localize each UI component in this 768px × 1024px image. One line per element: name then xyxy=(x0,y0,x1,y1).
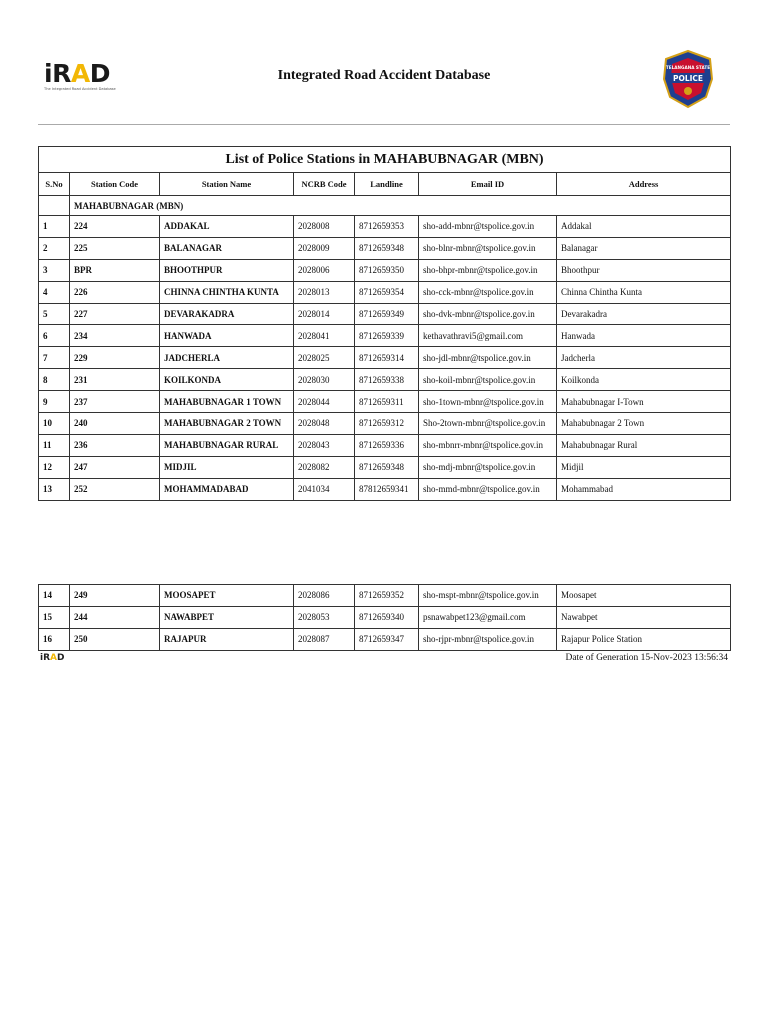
cell-station-name: ADDAKAL xyxy=(160,216,294,238)
table-row xyxy=(39,369,731,391)
cell-sno: 4 xyxy=(39,281,70,303)
cell-station-code: 231 xyxy=(70,369,160,391)
table-row xyxy=(39,413,731,435)
emblem-text-top: TELANGANA STATE xyxy=(665,65,711,70)
cell-ncrb-code: 2028048 xyxy=(294,413,355,435)
cell-email: sho-mdj-mbnr@tspolice.gov.in xyxy=(419,456,557,478)
cell-sno: 16 xyxy=(39,628,70,650)
cell-station-code: 244 xyxy=(70,606,160,628)
cell-ncrb-code: 2028082 xyxy=(294,456,355,478)
cell-email: sho-cck-mbnr@tspolice.gov.in xyxy=(419,281,557,303)
cell-landline: 87812659341 xyxy=(355,478,419,500)
cell-station-name: MAHABUBNAGAR 1 TOWN xyxy=(160,391,294,413)
header-divider xyxy=(38,124,730,125)
column-header-email: Email ID xyxy=(419,173,557,196)
cell-station-code: 225 xyxy=(70,237,160,259)
cell-station-name: BALANAGAR xyxy=(160,237,294,259)
cell-address: Devarakadra xyxy=(557,303,731,325)
cell-email: sho-1town-mbnr@tspolice.gov.in xyxy=(419,391,557,413)
cell-sno: 11 xyxy=(39,434,70,456)
cell-sno: 1 xyxy=(39,216,70,238)
cell-address: Koilkonda xyxy=(557,369,731,391)
column-header-ncrb-code: NCRB Code xyxy=(294,173,355,196)
table-title: List of Police Stations in MAHABUBNAGAR (MBN) xyxy=(39,147,731,173)
cell-ncrb-code: 2028030 xyxy=(294,369,355,391)
table-row xyxy=(39,606,731,628)
cell-email: sho-mspt-mbnr@tspolice.gov.in xyxy=(419,585,557,607)
cell-station-code: 237 xyxy=(70,391,160,413)
district-group-row xyxy=(39,196,731,216)
telangana-police-emblem-icon xyxy=(660,49,716,109)
cell-ncrb-code: 2028008 xyxy=(294,216,355,238)
cell-station-name: MAHABUBNAGAR 2 TOWN xyxy=(160,413,294,435)
table-row xyxy=(39,434,731,456)
page-title: Integrated Road Accident Database xyxy=(277,68,491,83)
cell-station-name: NAWABPET xyxy=(160,606,294,628)
table-row xyxy=(39,478,731,500)
cell-address: Rajapur Police Station xyxy=(557,628,731,650)
cell-station-code: 229 xyxy=(70,347,160,369)
cell-ncrb-code: 2028043 xyxy=(294,434,355,456)
column-header-station-code: Station Code xyxy=(70,173,160,196)
column-header-sno: S.No xyxy=(39,173,70,196)
cell-address: Mahabubnagar I-Town xyxy=(557,391,731,413)
cell-station-code: 249 xyxy=(70,585,160,607)
cell-sno: 2 xyxy=(39,237,70,259)
cell-station-name: MIDJIL xyxy=(160,456,294,478)
cell-station-name: RAJAPUR xyxy=(160,628,294,650)
cell-address: Hanwada xyxy=(557,325,731,347)
column-header-station-name: Station Name xyxy=(160,173,294,196)
cell-address: Balanagar xyxy=(557,237,731,259)
cell-sno: 10 xyxy=(39,413,70,435)
cell-sno: 12 xyxy=(39,456,70,478)
cell-station-name: JADCHERLA xyxy=(160,347,294,369)
cell-landline: 8712659350 xyxy=(355,259,419,281)
cell-email: sho-dvk-mbnr@tspolice.gov.in xyxy=(419,303,557,325)
cell-ncrb-code: 2028087 xyxy=(294,628,355,650)
cell-station-name: BHOOTHPUR xyxy=(160,259,294,281)
cell-landline: 8712659347 xyxy=(355,628,419,650)
cell-landline: 8712659312 xyxy=(355,413,419,435)
cell-station-code: 236 xyxy=(70,434,160,456)
cell-address: Moosapet xyxy=(557,585,731,607)
generation-date: Date of Generation 15-Nov-2023 13:56:34 xyxy=(565,653,728,663)
cell-landline: 8712659354 xyxy=(355,281,419,303)
cell-sno: 5 xyxy=(39,303,70,325)
cell-ncrb-code: 2028013 xyxy=(294,281,355,303)
column-header-landline: Landline xyxy=(355,173,419,196)
table-row xyxy=(39,628,731,650)
cell-sno: 13 xyxy=(39,478,70,500)
police-stations-table-continued xyxy=(38,584,731,651)
cell-station-name: MOOSAPET xyxy=(160,585,294,607)
cell-address: Addakal xyxy=(557,216,731,238)
cell-landline: 8712659311 xyxy=(355,391,419,413)
police-stations-table xyxy=(38,146,731,501)
cell-ncrb-code: 2041034 xyxy=(294,478,355,500)
cell-address: Bhoothpur xyxy=(557,259,731,281)
cell-email: sho-jdl-mbnr@tspolice.gov.in xyxy=(419,347,557,369)
cell-station-code: BPR xyxy=(70,259,160,281)
table-row xyxy=(39,237,731,259)
cell-address: Mohammabad xyxy=(557,478,731,500)
cell-station-name: MAHABUBNAGAR RURAL xyxy=(160,434,294,456)
table-row xyxy=(39,347,731,369)
cell-email: psnawabpet123@gmail.com xyxy=(419,606,557,628)
cell-email: sho-blnr-mbnr@tspolice.gov.in xyxy=(419,237,557,259)
cell-email: Sho-2town-mbnr@tspolice.gov.in xyxy=(419,413,557,435)
cell-landline: 8712659348 xyxy=(355,456,419,478)
table-row xyxy=(39,259,731,281)
table-row xyxy=(39,585,731,607)
cell-address: Chinna Chintha Kunta xyxy=(557,281,731,303)
cell-address: Mahabubnagar 2 Town xyxy=(557,413,731,435)
table-row xyxy=(39,391,731,413)
cell-email: sho-koil-mbnr@tspolice.gov.in xyxy=(419,369,557,391)
cell-address: Jadcherla xyxy=(557,347,731,369)
cell-ncrb-code: 2028009 xyxy=(294,237,355,259)
cell-email: sho-bhpr-mbnr@tspolice.gov.in xyxy=(419,259,557,281)
cell-ncrb-code: 2028025 xyxy=(294,347,355,369)
cell-ncrb-code: 2028006 xyxy=(294,259,355,281)
cell-email: sho-rjpr-mbnr@tspolice.gov.in xyxy=(419,628,557,650)
cell-station-name: HANWADA xyxy=(160,325,294,347)
cell-landline: 8712659336 xyxy=(355,434,419,456)
cell-station-code: 226 xyxy=(70,281,160,303)
cell-ncrb-code: 2028041 xyxy=(294,325,355,347)
cell-landline: 8712659339 xyxy=(355,325,419,347)
cell-landline: 8712659348 xyxy=(355,237,419,259)
table-row xyxy=(39,325,731,347)
cell-sno: 3 xyxy=(39,259,70,281)
cell-email: sho-mbnrr-mbnr@tspolice.gov.in xyxy=(419,434,557,456)
table-row xyxy=(39,303,731,325)
table-row xyxy=(39,456,731,478)
district-group-label: MAHABUBNAGAR (MBN) xyxy=(70,196,731,216)
cell-station-code: 234 xyxy=(70,325,160,347)
cell-address: Midjil xyxy=(557,456,731,478)
table-header-row xyxy=(39,173,731,196)
cell-station-name: MOHAMMADABAD xyxy=(160,478,294,500)
cell-landline: 8712659338 xyxy=(355,369,419,391)
cell-station-code: 250 xyxy=(70,628,160,650)
table-title-row xyxy=(39,147,731,173)
cell-landline: 8712659314 xyxy=(355,347,419,369)
cell-station-name: KOILKONDA xyxy=(160,369,294,391)
cell-landline: 8712659349 xyxy=(355,303,419,325)
cell-sno: 15 xyxy=(39,606,70,628)
footer-irad-logo: iRAD xyxy=(40,653,65,663)
cell-ncrb-code: 2028053 xyxy=(294,606,355,628)
cell-email: sho-mmd-mbnr@tspolice.gov.in xyxy=(419,478,557,500)
table-row xyxy=(39,216,731,238)
cell-ncrb-code: 2028044 xyxy=(294,391,355,413)
cell-landline: 8712659353 xyxy=(355,216,419,238)
irad-logo-text: iRAD xyxy=(44,59,110,88)
cell-landline: 8712659352 xyxy=(355,585,419,607)
cell-station-name: DEVARAKADRA xyxy=(160,303,294,325)
cell-sno: 14 xyxy=(39,585,70,607)
cell-address: Mahabubnagar Rural xyxy=(557,434,731,456)
cell-ncrb-code: 2028086 xyxy=(294,585,355,607)
irad-logo-tagline: The Integrated Road Accident Database xyxy=(44,87,116,91)
cell-sno: 6 xyxy=(39,325,70,347)
cell-station-code: 240 xyxy=(70,413,160,435)
cell-landline: 8712659340 xyxy=(355,606,419,628)
cell-ncrb-code: 2028014 xyxy=(294,303,355,325)
table-row xyxy=(39,281,731,303)
cell-station-code: 247 xyxy=(70,456,160,478)
cell-station-code: 227 xyxy=(70,303,160,325)
cell-station-name: CHINNA CHINTHA KUNTA xyxy=(160,281,294,303)
cell-sno: 7 xyxy=(39,347,70,369)
emblem-text-main: POLICE xyxy=(672,74,704,83)
cell-email: sho-add-mbnr@tspolice.gov.in xyxy=(419,216,557,238)
group-blank-cell xyxy=(39,196,70,216)
column-header-address: Address xyxy=(557,173,731,196)
cell-email: kethavathravi5@gmail.com xyxy=(419,325,557,347)
cell-station-code: 252 xyxy=(70,478,160,500)
cell-address: Nawabpet xyxy=(557,606,731,628)
cell-station-code: 224 xyxy=(70,216,160,238)
cell-sno: 9 xyxy=(39,391,70,413)
cell-sno: 8 xyxy=(39,369,70,391)
